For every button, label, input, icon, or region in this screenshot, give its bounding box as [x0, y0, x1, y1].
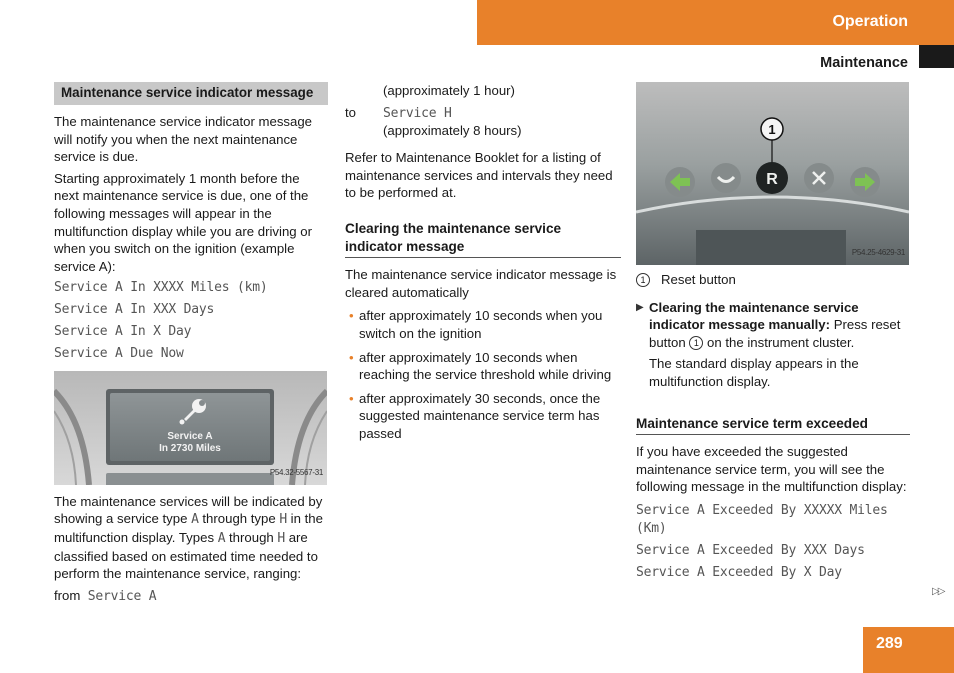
indicator-heading: Maintenance service indicator message — [54, 82, 328, 105]
bullet-icon: • — [349, 390, 354, 406]
phone-icon — [711, 163, 741, 193]
standard-display-note: The standard display appears in the multifunction display. — [649, 356, 859, 389]
clearing-paragraph: The maintenance service indicator message is cleared automatically — [345, 267, 617, 300]
photo-code: P54.25-4629-31 — [851, 248, 905, 258]
left-arrow-icon — [665, 167, 695, 197]
right-arrow-icon — [850, 167, 880, 197]
settings-icon — [804, 163, 834, 193]
continued-arrow-icon: ▷▷ — [932, 586, 944, 597]
message-line: Service A Exceeded By XXXXX Miles (Km) — [636, 502, 888, 536]
service-types-paragraph: The maintenance services will be indicated by showing a service type A through type H in the multifunction display. Types A through H are classified based on estimated time needed to perform the maintenance service, ranging: — [54, 493, 323, 582]
message-line: Service A In XXXX Miles (km) — [54, 280, 268, 296]
cluster-photo — [636, 82, 909, 265]
display-line-2: In 2730 Miles — [159, 442, 221, 454]
bullet-icon: • — [349, 349, 354, 365]
display-photo — [54, 371, 327, 485]
list-item: • after approximately 30 seconds, once the suggested maintenance service term has passed — [349, 390, 601, 441]
message-line: Service A Exceeded By X Day — [636, 565, 842, 581]
timing-paragraph: Starting approximately 1 month before the next maintenance service is due, one of the following messages will appear in the multifunction display while you are driving or when you switch on the ignition (example service A): — [54, 170, 313, 274]
cluster-illustration — [636, 82, 909, 265]
message-line: Service A Due Now — [54, 346, 184, 362]
exceeded-paragraph: If you have exceeded the suggested maintenance service term, you will see the following message in the multifunction display: — [636, 444, 907, 495]
list-item: • after approximately 10 seconds when reaching the service threshold while driving — [349, 349, 612, 383]
range-to: to Service H — [345, 104, 452, 121]
bullet-icon: • — [349, 308, 354, 324]
message-line: Service A Exceeded By XXX Days — [636, 543, 865, 559]
column-1 — [54, 82, 328, 605]
intro-paragraph: The maintenance service indicator message will notify you when the next maintenance service is due. — [54, 114, 313, 165]
section-title: Operation — [832, 13, 908, 30]
column-3 — [636, 82, 910, 586]
range-from: from Service A — [54, 587, 157, 604]
column-2 — [345, 82, 621, 449]
clearing-heading: Clearing the maintenance service indicator message — [345, 220, 621, 258]
photo-code: P54.32-5567-31 — [269, 468, 323, 478]
refer-paragraph: Refer to Maintenance Booklet for a listing of maintenance services and intervals they need to be performed at. — [345, 150, 613, 201]
exceeded-heading: Maintenance service term exceeded — [636, 415, 910, 436]
instruction-triangle-icon: ▶ — [636, 301, 644, 313]
legend-number: 1 — [636, 273, 650, 287]
approx-8-hours: (approximately 8 hours) — [383, 122, 522, 138]
page-number: 289 — [876, 635, 903, 652]
manual-instruction: ▶ Clearing the maintenance service indicator message manually: Press reset button 1 on the instrument cluster. — [636, 299, 901, 350]
svg-text:R: R — [766, 171, 778, 188]
inline-number: 1 — [689, 336, 703, 350]
display-line-1: Service A — [167, 430, 213, 442]
callout-number: 1 — [768, 122, 776, 137]
message-line: Service A In XXX Days — [54, 302, 215, 318]
figure-legend: 1 Reset button — [636, 271, 910, 289]
reset-button-icon — [756, 162, 788, 194]
section-tab — [919, 45, 954, 68]
message-line: Service A In X Day — [54, 324, 192, 340]
list-item: • after approximately 10 seconds when you switch on the ignition — [349, 308, 603, 341]
subsection-title: Maintenance — [820, 55, 908, 71]
approx-1-hour: (approximately 1 hour) — [383, 83, 515, 98]
